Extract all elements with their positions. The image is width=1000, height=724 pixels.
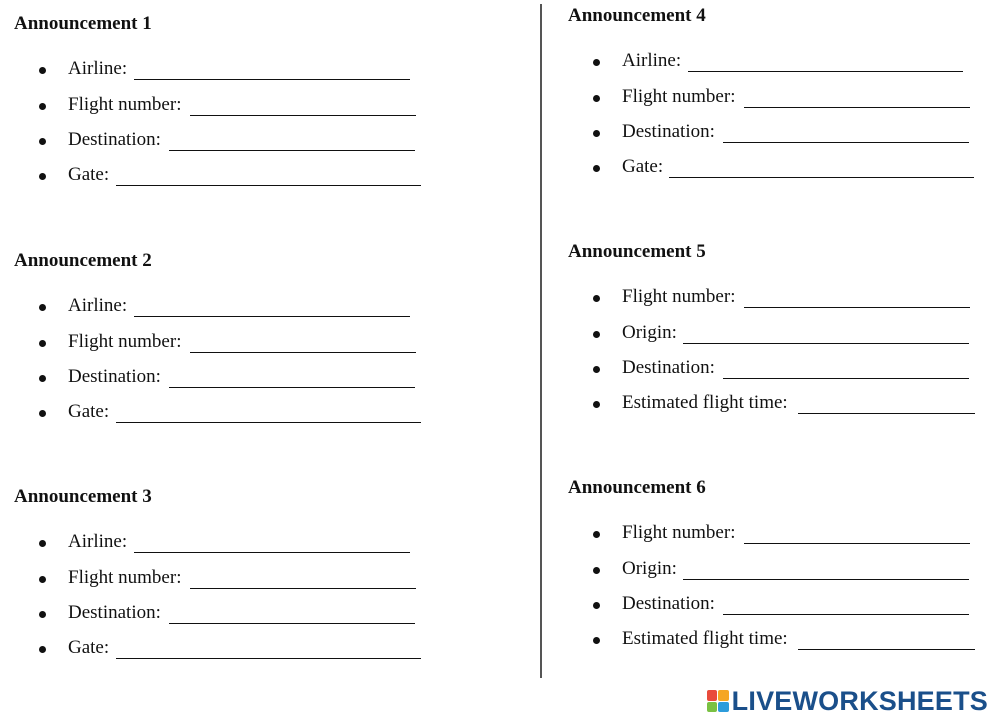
item-label: Gate: bbox=[68, 401, 110, 423]
announcement-title: Announcement 4 bbox=[568, 5, 706, 26]
item-label: Airline: bbox=[68, 295, 128, 317]
answer-blank-origin[interactable] bbox=[683, 343, 969, 344]
bullet-icon bbox=[39, 375, 46, 382]
list-item bbox=[14, 628, 454, 663]
bullet-icon bbox=[593, 59, 600, 66]
announcement-list bbox=[14, 522, 454, 663]
list-item bbox=[568, 348, 1000, 383]
answer-blank-flight-number[interactable] bbox=[190, 352, 416, 353]
list-item bbox=[14, 120, 454, 155]
announcement-4 bbox=[568, 5, 1000, 178]
answer-blank-gate[interactable] bbox=[116, 658, 421, 659]
column-divider bbox=[540, 4, 542, 678]
item-label: Destination: bbox=[622, 592, 715, 614]
list-item bbox=[14, 557, 454, 592]
item-label: Destination: bbox=[68, 365, 161, 387]
item-label: Destination: bbox=[68, 128, 161, 150]
item-label: Destination: bbox=[622, 120, 715, 142]
item-label: Flight number: bbox=[68, 330, 182, 352]
logo-square-icon bbox=[718, 702, 729, 713]
list-item bbox=[14, 286, 454, 321]
bullet-icon bbox=[39, 540, 46, 547]
list-item bbox=[568, 548, 1000, 583]
bullet-icon bbox=[593, 95, 600, 102]
list-item bbox=[568, 584, 1000, 619]
announcement-3 bbox=[14, 486, 454, 659]
item-label: Origin: bbox=[622, 557, 677, 579]
item-label: Airline: bbox=[68, 531, 128, 553]
item-label: Gate: bbox=[68, 637, 110, 659]
bullet-icon bbox=[593, 366, 600, 373]
bullet-icon bbox=[39, 576, 46, 583]
logo-square-icon bbox=[718, 690, 729, 701]
list-item bbox=[14, 392, 454, 427]
bullet-icon bbox=[39, 67, 46, 74]
item-label: Flight number: bbox=[622, 85, 736, 107]
list-item bbox=[14, 522, 454, 557]
bullet-icon bbox=[593, 331, 600, 338]
list-item bbox=[14, 49, 454, 84]
announcement-title: Announcement 3 bbox=[14, 486, 152, 507]
item-label: Airline: bbox=[68, 58, 128, 80]
item-label: Flight number: bbox=[68, 566, 182, 588]
bullet-icon bbox=[593, 637, 600, 644]
answer-blank-destination[interactable] bbox=[169, 150, 415, 151]
item-label: Origin: bbox=[622, 321, 677, 343]
answer-blank-airline[interactable] bbox=[134, 552, 410, 553]
bullet-icon bbox=[593, 165, 600, 172]
bullet-icon bbox=[593, 130, 600, 137]
list-item bbox=[568, 41, 1000, 76]
answer-blank-gate[interactable] bbox=[116, 422, 421, 423]
bullet-icon bbox=[593, 401, 600, 408]
answer-blank-destination[interactable] bbox=[723, 142, 969, 143]
answer-blank-flight-number[interactable] bbox=[744, 307, 970, 308]
announcement-title: Announcement 6 bbox=[568, 477, 706, 498]
item-label: Estimated flight time: bbox=[622, 392, 788, 414]
bullet-icon bbox=[39, 103, 46, 110]
answer-blank-destination[interactable] bbox=[169, 387, 415, 388]
item-label: Estimated flight time: bbox=[622, 628, 788, 650]
logo-square-icon bbox=[707, 702, 718, 713]
item-label: Destination: bbox=[68, 601, 161, 623]
list-item bbox=[14, 84, 454, 119]
list-item bbox=[568, 76, 1000, 111]
answer-blank-flight-number[interactable] bbox=[744, 543, 970, 544]
liveworksheets-logo bbox=[707, 686, 988, 716]
answer-blank-flight-number[interactable] bbox=[744, 107, 970, 108]
item-label: Airline: bbox=[622, 50, 682, 72]
item-label: Gate: bbox=[622, 156, 664, 178]
announcement-list bbox=[568, 513, 1000, 654]
liveworksheets-logo-icon bbox=[707, 690, 729, 712]
bullet-icon bbox=[39, 410, 46, 417]
list-item bbox=[568, 112, 1000, 147]
announcement-title: Announcement 1 bbox=[14, 13, 152, 34]
announcement-5 bbox=[568, 241, 1000, 414]
answer-blank-airline[interactable] bbox=[134, 316, 410, 317]
answer-blank-estimated-flight-time[interactable] bbox=[798, 649, 975, 650]
logo-square-icon bbox=[707, 690, 718, 701]
logo-prefix: LIVE bbox=[731, 686, 793, 716]
answer-blank-destination[interactable] bbox=[723, 614, 969, 615]
logo-text bbox=[732, 686, 988, 716]
answer-blank-flight-number[interactable] bbox=[190, 115, 416, 116]
list-item bbox=[568, 147, 1000, 182]
list-item bbox=[568, 513, 1000, 548]
item-label: Destination: bbox=[622, 356, 715, 378]
announcement-list bbox=[568, 41, 1000, 182]
bullet-icon bbox=[593, 602, 600, 609]
answer-blank-estimated-flight-time[interactable] bbox=[798, 413, 975, 414]
answer-blank-gate[interactable] bbox=[669, 177, 974, 178]
list-item bbox=[568, 619, 1000, 654]
announcement-list bbox=[14, 286, 454, 427]
list-item bbox=[14, 155, 454, 190]
logo-suffix: WORKSHEETS bbox=[792, 686, 988, 716]
announcement-list bbox=[568, 277, 1000, 418]
list-item bbox=[568, 312, 1000, 347]
announcement-title: Announcement 2 bbox=[14, 250, 152, 271]
bullet-icon bbox=[39, 611, 46, 618]
item-label: Flight number: bbox=[68, 93, 182, 115]
announcement-list bbox=[14, 49, 454, 190]
answer-blank-destination[interactable] bbox=[169, 623, 415, 624]
bullet-icon bbox=[39, 173, 46, 180]
bullet-icon bbox=[39, 304, 46, 311]
answer-blank-origin[interactable] bbox=[683, 579, 969, 580]
bullet-icon bbox=[39, 646, 46, 653]
answer-blank-airline[interactable] bbox=[134, 79, 410, 80]
bullet-icon bbox=[39, 138, 46, 145]
bullet-icon bbox=[593, 531, 600, 538]
item-label: Gate: bbox=[68, 164, 110, 186]
list-item bbox=[568, 383, 1000, 418]
answer-blank-destination[interactable] bbox=[723, 378, 969, 379]
item-label: Flight number: bbox=[622, 286, 736, 308]
list-item bbox=[14, 593, 454, 628]
bullet-icon bbox=[39, 340, 46, 347]
announcement-1 bbox=[14, 13, 454, 186]
answer-blank-gate[interactable] bbox=[116, 185, 421, 186]
list-item bbox=[14, 321, 454, 356]
bullet-icon bbox=[593, 295, 600, 302]
list-item bbox=[14, 357, 454, 392]
announcement-title: Announcement 5 bbox=[568, 241, 706, 262]
answer-blank-airline[interactable] bbox=[688, 71, 963, 72]
announcement-2 bbox=[14, 250, 454, 423]
answer-blank-flight-number[interactable] bbox=[190, 588, 416, 589]
item-label: Flight number: bbox=[622, 522, 736, 544]
bullet-icon bbox=[593, 567, 600, 574]
list-item bbox=[568, 277, 1000, 312]
announcement-6 bbox=[568, 477, 1000, 650]
